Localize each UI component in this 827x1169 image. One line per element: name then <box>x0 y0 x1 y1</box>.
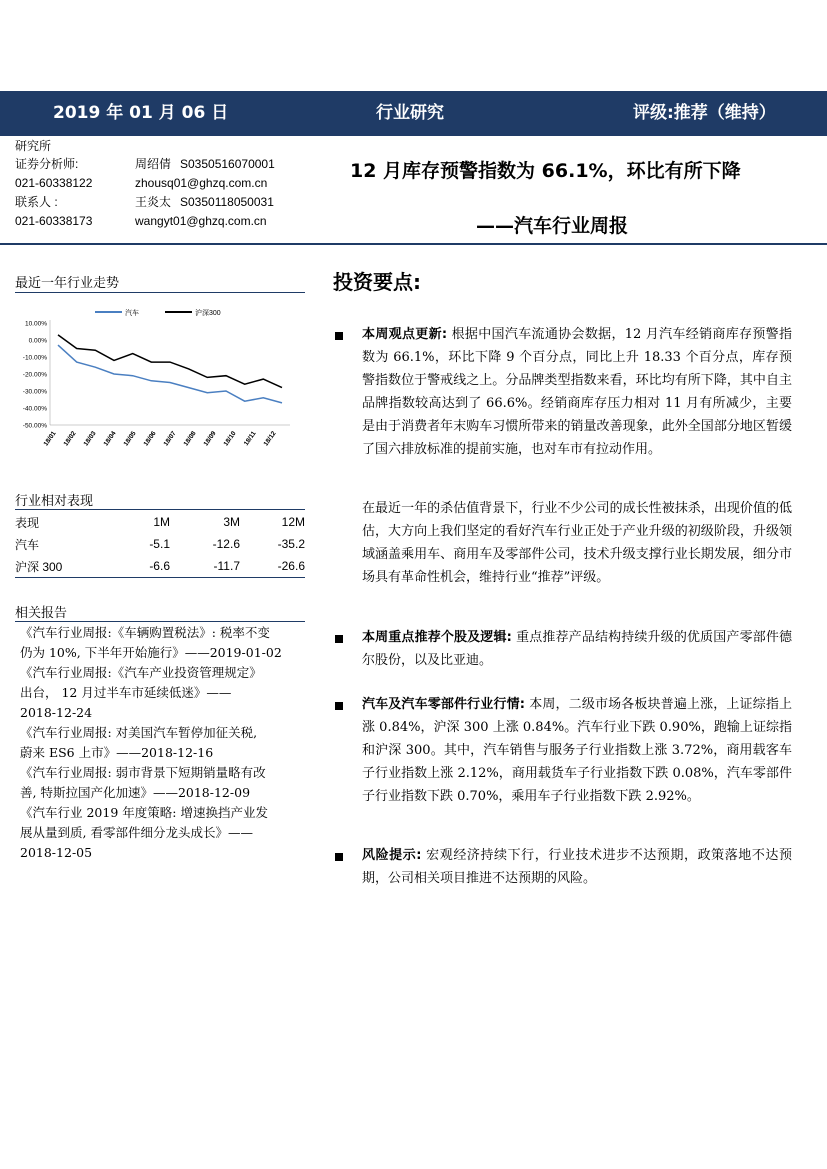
bullet-icon <box>335 853 343 861</box>
contact-label: 联系人 : <box>15 195 58 209</box>
rating: 评级:推荐（维持） <box>633 103 776 123</box>
contact-email[interactable]: wangyt01@ghzq.com.cn <box>135 214 267 228</box>
point-label: 本周观点更新: <box>362 327 448 342</box>
related-heading: 相关报告 <box>15 606 68 621</box>
table-cell: -6.6 <box>149 559 170 573</box>
x-tick-label: 18/02 <box>62 430 78 448</box>
performance-heading: 行业相对表现 <box>15 494 94 509</box>
table-cell: 沪深 300 <box>15 559 63 574</box>
table-cell: -11.7 <box>213 559 240 573</box>
report-subtitle: ——汽车行业周报 <box>476 215 629 237</box>
contact-email[interactable]: zhousq01@ghzq.com.cn <box>135 176 268 190</box>
trend-chart <box>10 300 310 470</box>
x-tick-label: 18/04 <box>102 430 118 448</box>
bullet-icon <box>335 332 343 340</box>
trend-heading: 最近一年行业走势 <box>15 276 120 291</box>
related-line[interactable]: 蔚来 ES6 上市》——2018-12-16 <box>20 745 214 760</box>
report-date: 2019 年 01 月 06 日 <box>53 103 229 123</box>
table-cell: -12.6 <box>212 537 240 551</box>
related-line[interactable]: 仍为 10%, 下半年开始施行》——2019-01-02 <box>20 645 282 660</box>
contact-id: S0350516070001 <box>180 157 275 171</box>
y-tick-label: 0.00% <box>28 337 47 345</box>
y-tick-label: -10.00% <box>22 354 47 362</box>
related-line[interactable]: 善, 特斯拉国产化加速》——2018-12-09 <box>20 785 251 800</box>
y-tick-label: 10.00% <box>24 320 47 328</box>
y-tick-label: -30.00% <box>22 388 47 396</box>
point-label: 汽车及汽车零部件行业行情: <box>362 697 525 712</box>
contact-list <box>15 155 325 231</box>
header-divider <box>0 243 827 245</box>
point-text: 在最近一年的杀估值背景下，行业不少公司的成长性被抹杀，出现价值的低估，大方向上我们坚定的看好汽车行业正处于产业升级的初级阶段，升级领域涵盖乘用车、商用车及零部件公司，技术升级支撑行业长期发展，细分市场具有革命性机会，维持行业“推荐”评级。 <box>362 501 792 585</box>
point-label: 本周重点推荐个股及逻辑: <box>362 630 512 645</box>
point-item <box>362 323 792 461</box>
contact-row <box>15 193 325 212</box>
contact-row <box>15 155 325 174</box>
point-text: 宏观经济持续下行，行业技术进步不达预期，政策落地不达预期，公司相关项目推进不达预期的风险。 <box>362 848 792 886</box>
table-cell: -26.6 <box>277 559 305 573</box>
header-banner <box>0 91 827 136</box>
related-line[interactable]: 出台， 12 月过半车市延续低迷》—— <box>20 685 232 700</box>
bullet-icon <box>335 702 343 710</box>
related-line[interactable]: 展从量到质, 看零部件细分龙头成长》—— <box>20 825 253 840</box>
x-tick-label: 18/05 <box>122 430 138 448</box>
contact-row <box>15 174 325 193</box>
x-tick-label: 18/11 <box>242 430 258 448</box>
x-tick-label: 18/12 <box>262 430 278 448</box>
performance-rule <box>15 509 305 510</box>
related-line[interactable]: 《汽车行业周报:《车辆购置税法》: 税率不变 <box>20 625 270 640</box>
table-cell: 汽车 <box>15 537 40 552</box>
series-line-auto <box>58 345 282 403</box>
contact-label: 证券分析师: <box>15 157 79 171</box>
x-tick-label: 18/01 <box>42 430 58 448</box>
bullet-icon <box>335 635 343 643</box>
contact-row <box>15 212 325 231</box>
related-line[interactable]: 2018-12-05 <box>20 845 93 860</box>
table-row <box>15 555 305 577</box>
contact-phone: 021-60338122 <box>15 176 93 190</box>
report-category: 行业研究 <box>376 103 444 123</box>
point-item <box>362 844 792 890</box>
y-tick-label: -40.00% <box>22 405 47 413</box>
performance-table <box>15 511 305 577</box>
related-list <box>20 623 310 863</box>
legend-label-hs300: 沪深300 <box>195 310 221 317</box>
point-text: 本周，二级市场各板块普遍上涨，上证综指上涨 0.84%，沪深 300 上涨 0.84%。汽车行业下跌 0.90%，跑输上证综指和沪深 300。其中，汽车销售与服务子行业指数上涨 3.72%，商用载客车子行业指数上涨 2.12%，商用载货车子行业指数下跌 0.08%，汽车零部件子行业指数下跌 0.70%，乘用车子行业指数下跌 2.92%。 <box>362 697 792 804</box>
table-header-cell: 12M <box>281 515 305 529</box>
report-title: 12 月库存预警指数为 66.1%，环比有所下降 <box>350 160 741 182</box>
x-tick-label: 18/10 <box>222 430 238 448</box>
related-rule <box>15 621 305 622</box>
point-item <box>362 693 792 808</box>
contact-name: 王炎太 <box>135 195 172 209</box>
legend-label-auto: 汽车 <box>125 310 139 317</box>
contact-id: S0350118050031 <box>180 195 274 209</box>
x-tick-label: 18/03 <box>82 430 98 448</box>
y-tick-label: -20.00% <box>22 371 47 379</box>
contact-phone: 021-60338173 <box>15 214 93 228</box>
table-bottom-rule <box>15 577 305 578</box>
x-tick-label: 18/07 <box>162 430 178 448</box>
points-heading: 投资要点: <box>333 270 421 294</box>
related-line[interactable]: 《汽车行业周报: 对美国汽车暂停加征关税, <box>20 725 258 740</box>
related-line[interactable]: 《汽车行业周报:《汽车产业投资管理规定》 <box>20 665 262 680</box>
table-header-cell: 1M <box>153 515 170 529</box>
table-cell: -5.1 <box>149 537 170 551</box>
table-cell: -35.2 <box>277 537 305 551</box>
table-header-cell: 3M <box>223 515 240 529</box>
point-item <box>362 497 792 589</box>
point-item <box>362 626 792 672</box>
table-header-row <box>15 511 305 533</box>
related-line[interactable]: 2018-12-24 <box>20 705 93 720</box>
related-line[interactable]: 《汽车行业周报: 弱市背景下短期销量略有改 <box>20 765 266 780</box>
table-row <box>15 533 305 555</box>
point-label: 风险提示: <box>362 848 422 863</box>
related-line[interactable]: 《汽车行业 2019 年度策略: 增速换挡产业发 <box>20 805 268 820</box>
point-text: 根据中国汽车流通协会数据，12 月汽车经销商库存预警指数为 66.1%，环比下降 9 个百分点，同比上升 18.33 个百分点，库存预警指数位于警戒线之上。分品牌类型指数来看，环比均有所下降，其中自主品牌指数较高达到了 66.6%。经销商库存压力相对 11 月有所减少，主要是由于消费者年末购车习惯所带来的销量改善现象，此外全国部分地区暂缓了国六排放标准的提前实施，也对车市有拉动作用。 <box>362 327 792 457</box>
x-tick-label: 18/06 <box>142 430 158 448</box>
series-line-hs300 <box>58 335 282 388</box>
dept-label: 研究所 <box>15 139 52 153</box>
contact-name: 周绍倩 <box>135 157 172 171</box>
table-header-cell: 表现 <box>15 515 40 530</box>
x-tick-label: 18/09 <box>202 430 218 448</box>
point-text: 重点推荐产品结构持续升级的优质国产零部件德尔股份，以及比亚迪。 <box>362 630 793 668</box>
x-tick-label: 18/08 <box>182 430 198 448</box>
y-tick-label: -50.00% <box>22 422 47 430</box>
trend-rule <box>15 292 305 293</box>
